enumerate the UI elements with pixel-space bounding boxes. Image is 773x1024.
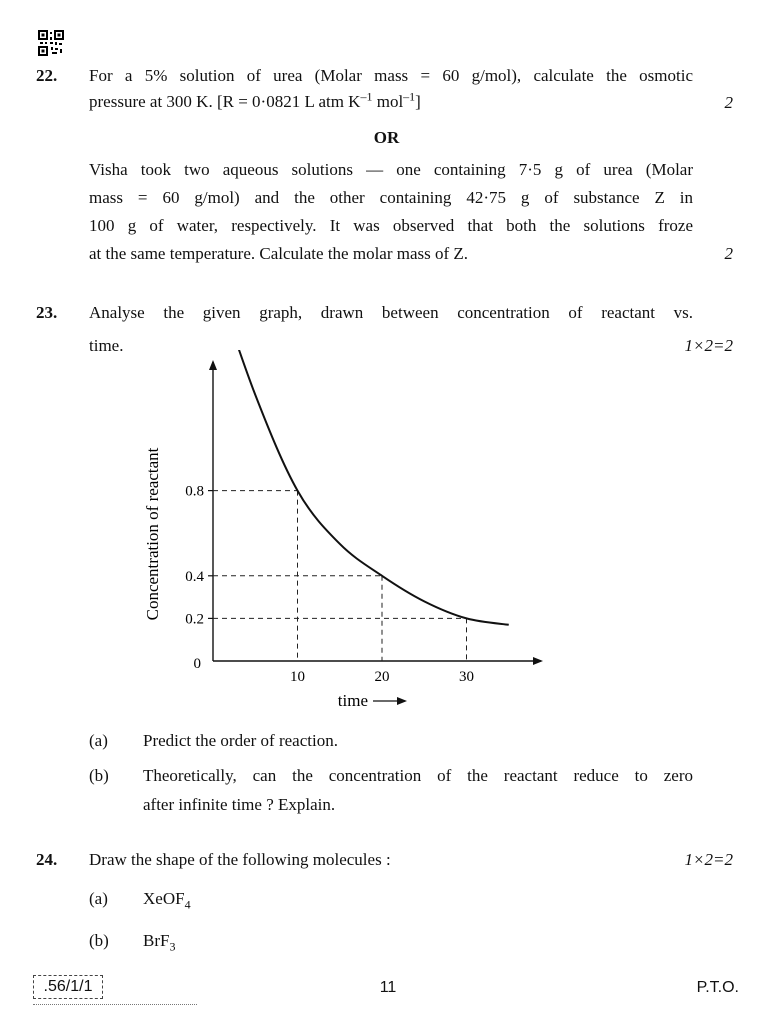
question-22-line-2-end: ] (415, 92, 421, 111)
question-23-part-b-label: (b) (89, 766, 109, 785)
question-24-part-b-formula (143, 931, 175, 954)
or-separator: OR (373, 128, 400, 147)
y-axis-label: Concentration of reactant (143, 447, 162, 621)
x-axis-label: time (337, 691, 368, 710)
question-22-number: 22. (36, 66, 58, 85)
y-tick-label-0: 0.2 (185, 611, 204, 628)
superscript: –1 (360, 89, 373, 104)
please-turn-over: P.T.O. (696, 979, 739, 996)
question-23-part-a-text: Predict the order of reaction. (143, 731, 338, 750)
superscript: –1 (403, 89, 416, 104)
question-24-number: 24. (36, 850, 58, 869)
formula-text: BrF (143, 931, 170, 950)
question-22-alt-line-1: Visha took two aqueous solutions — one containing 7·5 g of urea (Molar (89, 160, 693, 179)
question-22-line-1: For a 5% solution of urea (Molar mass = 60 g/mol), calculate the osmotic (89, 66, 693, 85)
question-22-line-2-text: pressure at 300 K. [R = 0·0821 L atm K (89, 92, 361, 111)
question-23-number: 23. (36, 303, 58, 322)
concentration-time-graph (0, 350, 773, 720)
y-tick-label-2: 0.8 (185, 483, 204, 500)
question-22-line-2 (89, 89, 421, 112)
question-22-alt-marks: 2 (724, 244, 733, 263)
origin-label: 0 (193, 656, 201, 672)
question-24-marks: 1×2=2 (684, 850, 733, 869)
paper-code-box: .56/1/1 (33, 975, 103, 999)
question-24-part-a-label: (a) (89, 889, 108, 908)
question-23-line-2: time. (89, 336, 124, 355)
formula-subscript: 4 (184, 897, 191, 912)
formula-text: XeOF (143, 889, 185, 908)
question-22-alt-line-3: 100 g of water, respectively. It was observed that both the solutions froze (89, 216, 693, 235)
question-23-part-b-line-2: after infinite time ? Explain. (143, 795, 336, 814)
question-22-alt-line-2: mass = 60 g/mol) and the other containing 42·75 g of substance Z in (89, 188, 693, 207)
question-23-part-b-line-1: Theoretically, can the concentration of the reactant reduce to zero (143, 766, 693, 785)
qr-code-icon (38, 30, 64, 56)
question-22-marks: 2 (724, 93, 733, 112)
question-22-line-2-mid: mol (372, 92, 404, 111)
x-tick-label-0: 10 (290, 669, 305, 685)
question-24-part-b-label: (b) (89, 931, 109, 950)
concentration-curve (213, 350, 509, 625)
footer-dotted-line (33, 1004, 197, 1005)
y-tick-label-1: 0.4 (185, 568, 204, 585)
question-24-line-1: Draw the shape of the following molecules : (89, 850, 391, 869)
question-23-marks: 1×2=2 (684, 336, 733, 355)
page-number: 11 (379, 979, 397, 996)
x-tick-label-2: 30 (459, 669, 474, 685)
question-23-line-1: Analyse the given graph, drawn between concentration of reactant vs. (89, 303, 693, 322)
x-tick-label-1: 20 (374, 669, 390, 685)
formula-subscript: 3 (169, 939, 176, 954)
question-23-part-a-label: (a) (89, 731, 108, 750)
question-24-part-a-formula (143, 889, 191, 912)
question-22-alt-line-4: at the same temperature. Calculate the molar mass of Z. (89, 244, 469, 263)
